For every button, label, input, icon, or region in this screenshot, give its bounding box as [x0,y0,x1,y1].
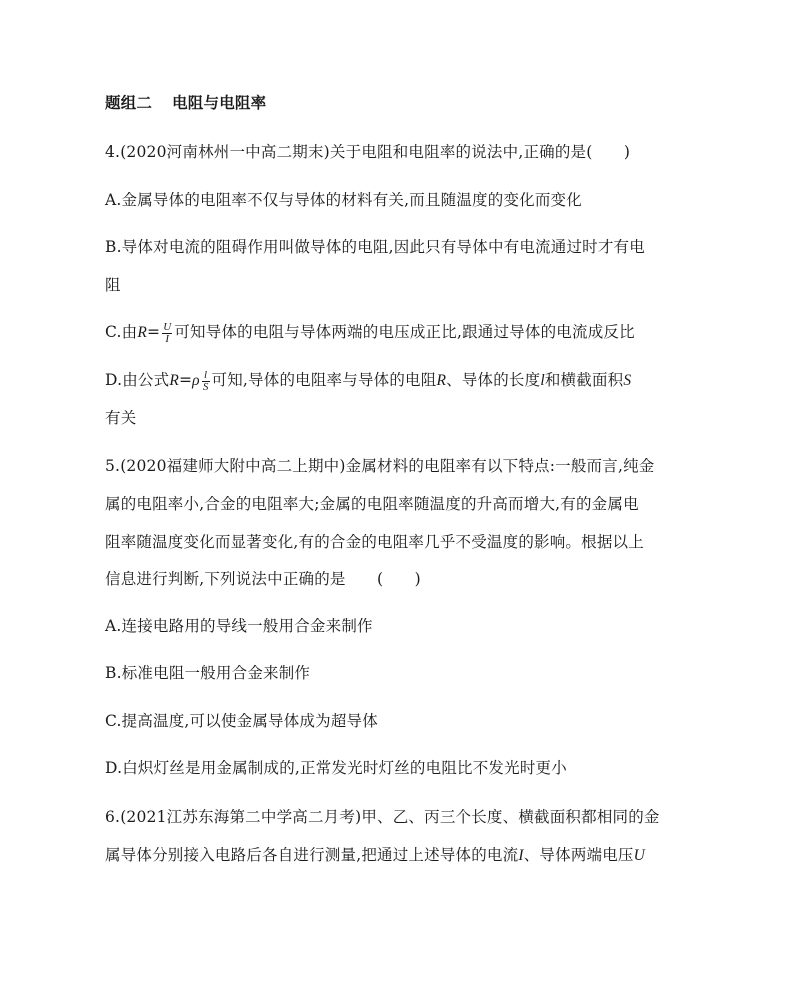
var-R: R [137,324,148,341]
question-4-option-b: B.导体对电流的阻碍作用叫做导体的电阻,因此只有导体中有电流通过时才有电 [105,238,645,256]
option-d-text-1: 可知,导体的电阻率与导体的电阻 [211,371,437,389]
option-d-text-2: 、导体的长度 [446,371,541,389]
fraction-numerator: U [163,320,172,333]
equals-sign: = [147,323,161,341]
question-5-stem-line-4: 信息进行判断,下列说法中正确的是 ( ) [105,570,421,588]
section-title: 电阻与电阻率 [172,94,267,112]
var-S: S [623,372,632,389]
option-d-prefix: D.由公式 [105,371,170,389]
section-heading [105,92,266,114]
question-4-stem: 4.(2020河南林州一中高二期末)关于电阻和电阻率的说法中,正确的是( ) [105,143,631,161]
var-R: R [436,372,447,389]
q6-text-1: 属导体分别接入电路后各自进行测量,把通过上述导体的电流 [105,846,519,864]
question-4-option-d [105,369,631,393]
question-6-stem-line-2 [105,844,645,867]
equals-sign: = [178,371,193,389]
var-rho: ρ [192,372,200,389]
fraction-denominator: I [165,332,170,345]
var-I: I [518,847,524,864]
option-d-text-3: 和横截面积 [544,371,624,389]
fraction-l-over-s [202,370,210,393]
question-5-option-a: A.连接电路用的导线一般用合金来制作 [105,617,373,635]
question-4-option-c [105,321,635,345]
section-label: 题组二 [105,94,153,112]
fraction-denominator: S [202,380,209,393]
question-5-option-c: C.提高温度,可以使金属导体成为超导体 [105,712,378,730]
question-5-option-d: D.白炽灯丝是用金属制成的,正常发光时灯丝的电阻比不发光时更小 [105,759,567,777]
question-6-stem-line-1: 6.(2021江苏东海第二中学高二月考)甲、乙、丙三个长度、横截面积都相同的金 [105,808,660,826]
question-5-stem-line-2: 属的电阻率小,合金的电阻率大;金属的电阻率随温度的升高而增大,有的金属电 [105,495,639,513]
var-R: R [169,372,179,389]
fraction-u-over-i [162,322,172,345]
question-5-stem-line-1: 5.(2020福建师大附中高二上期中)金属材料的电阻率有以下特点:一般而言,纯金 [105,457,655,475]
question-5-option-b: B.标准电阻一般用合金来制作 [105,664,311,682]
question-4-option-b-cont: 阻 [105,276,121,294]
question-4-option-d-cont: 有关 [105,409,137,427]
question-4-option-a: A.金属导体的电阻率不仅与导体的材料有关,而且随温度的变化而变化 [105,191,582,209]
fraction-numerator: l [202,370,210,382]
var-U: U [633,847,646,864]
var-l: l [540,372,545,389]
q6-text-2: 、导体两端电压 [523,846,634,864]
question-5-stem-line-3: 阻率随温度变化而显著变化,有的合金的电阻率几乎不受温度的影响。根据以上 [105,533,644,551]
option-c-prefix: C.由 [105,323,138,341]
option-c-text: 可知导体的电阻与导体两端的电压成正比,跟通过导体的电流成反比 [174,323,635,341]
